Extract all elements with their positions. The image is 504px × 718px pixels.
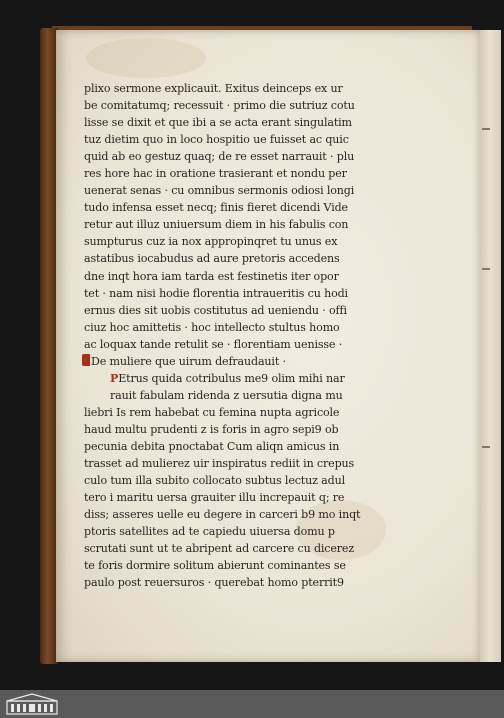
text-line: dne inqt hora iam tarda est festinetis iter opor [84,269,339,283]
text-line: tuz dietim quo in loco hospitio ue fuisset ac quic [84,133,349,147]
next-leaf-edge [478,30,501,662]
text-line: sumpturus cuz ia nox appropinqret tu unus ex [84,235,338,249]
text-line: te foris dormire solitum abierunt cominantes se [84,559,346,573]
leaf-tab-mark [482,268,490,270]
library-building-logo-icon[interactable] [4,692,60,716]
text-block [84,80,422,591]
paper-stain [86,38,206,78]
text-line: paulo post reuersuros · querebat homo pterrit9 [84,576,344,590]
text-line: haud multu prudenti z is foris in agro sepi9 ob [84,422,339,436]
text-line [84,370,422,387]
text-line: ac loquax tande retulit se · florentiam uenisse · [84,337,343,351]
text-line: culo tum illa subito collocato subtus lectuz adul [84,474,345,488]
text-line: uenerat senas · cu omnibus sermonis odiosi longi [84,184,355,198]
text-line: ciuz hoc amittetis · hoc intellecto stultus homo [84,320,340,334]
text-line: lisse se dixit et que ibi a se acta erant singulatim [84,116,352,130]
text-line: diss; asseres uelle eu degere in carceri b9 mo inqt [84,508,361,522]
text-line: rauit fabulam ridenda z uersutia digna mu [110,388,343,402]
text-line: tero i maritu uersa grauiter illu increpauit q; re [84,491,345,505]
text-line: quid ab eo gestuz quaq; de re esset narrauit · plu [84,150,355,164]
text-line: retur aut illuz uniuersum diem in his fabulis con [84,218,349,232]
text-line: pecunia debita pnoctabat Cum aliqn amicus in [84,439,340,453]
paragraph-mark-icon [82,354,90,366]
text-line: res hore hac in oratione trasierant et nondu per [84,167,347,181]
text-line-content: Etrus quida cotribulus me9 olim mihi nar [118,371,345,385]
leaf-tab-mark [482,128,490,130]
leaf-tab-mark [482,446,490,448]
text-line: trasset ad mulierez uir inspiratus rediit in crepus [84,457,355,471]
text-line: ernus dies sit uobis costitutus ad ueniendu · offi [84,303,347,317]
text-line: tet · nam nisi hodie florentia intraueritis cu hodi [84,286,348,300]
section-heading-line [82,353,422,370]
viewer-footer [0,690,504,718]
text-line: ptoris satellites ad te capiedu uiuersa domu p [84,525,335,539]
text-line: scrutati sunt ut te abripent ad carcere cu dicerez [84,542,355,556]
text-line: be comitatumq; recessuit · primo die sutriuz cotu [84,99,355,113]
section-heading: De muliere que uirum defraudauit · [91,354,286,368]
text-line: tudo infensa esset necq; finis fieret dicendi Vide [84,201,348,215]
text-line: plixo sermone explicauit. Exitus deinceps ex ur [84,82,343,95]
text-line: astatibus iocabudus ad aure pretoris accedens [84,252,340,266]
text-line: liebri Is rem habebat cu femina nupta agricole [84,405,340,419]
initial-capital: P [110,371,119,385]
